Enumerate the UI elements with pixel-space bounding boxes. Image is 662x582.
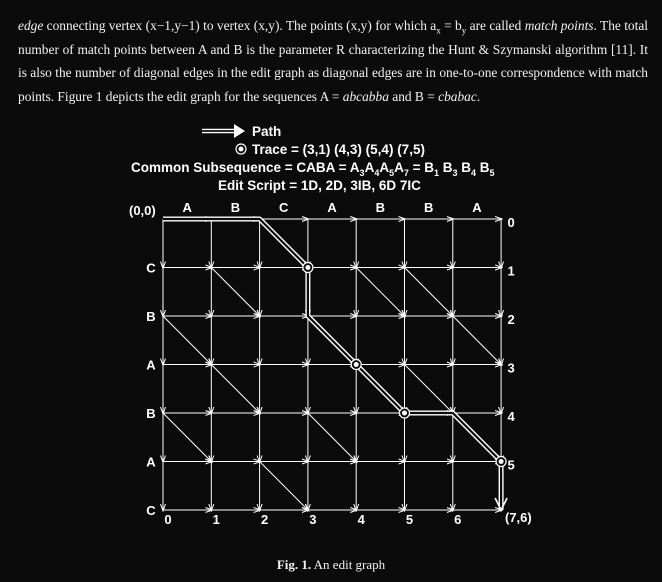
- left-sequence-letter: C: [146, 503, 156, 518]
- diagonal-edge: [356, 268, 404, 317]
- edit-graph-grid: [163, 219, 501, 510]
- diagonal-edge: [405, 268, 453, 317]
- diagonal-edge: [163, 413, 211, 462]
- x-index-label: 4: [357, 512, 365, 527]
- top-sequence-letter: A: [327, 200, 337, 215]
- trace-legend-icon: [236, 144, 246, 154]
- top-sequence-letter: B: [423, 200, 434, 215]
- diagonal-edge: [211, 268, 259, 317]
- y-index-label: 1: [507, 263, 515, 279]
- top-sequence-letter: A: [472, 200, 482, 215]
- x-index-label: 5: [405, 512, 414, 527]
- left-sequence-letter: A: [146, 454, 156, 470]
- top-sequence-letter: A: [182, 200, 192, 215]
- origin-label: (0,0): [129, 203, 156, 218]
- trace-point-dot: [402, 411, 407, 416]
- diagonal-edge: [163, 316, 211, 365]
- legend: [131, 124, 495, 193]
- axis-labels: [146, 200, 515, 527]
- legend-common-subsequence: Common Subsequence = CABA = $A_3A_4A_5A_7 = B_1$ $B_3$ $B_4$ $B_5$: [131, 160, 495, 178]
- legend-edit-script: Edit Script = 1D, 2D, 3IB, 6D 7IC: [218, 178, 421, 193]
- top-sequence-letter: C: [279, 200, 289, 215]
- x-index-label: 1: [212, 512, 220, 527]
- y-index-label: 0: [507, 215, 515, 230]
- trace-point-dot: [305, 265, 310, 270]
- legend-path-label: Path: [252, 124, 282, 139]
- top-sequence-letter: B: [230, 200, 241, 215]
- x-index-label: 0: [164, 512, 172, 527]
- path-legend-arrow-icon: [202, 124, 245, 138]
- y-index-label: 2: [507, 312, 515, 327]
- top-sequence-letter: B: [375, 200, 386, 215]
- x-index-label: 3: [309, 512, 317, 527]
- left-sequence-letter: B: [146, 309, 156, 324]
- diagonal-edge: [308, 413, 356, 462]
- left-sequence-letter: A: [146, 357, 156, 373]
- diagonal-edge: [211, 365, 259, 414]
- end-label: (7,6): [505, 510, 532, 525]
- diagonal-edge: [405, 365, 453, 414]
- figure-caption: Fig. 1. An edit graph: [276, 557, 386, 572]
- x-index-label: 6: [454, 512, 462, 527]
- trace-point-dot: [499, 459, 504, 464]
- x-index-label: 2: [260, 512, 269, 527]
- diagonal-edge: [453, 316, 501, 365]
- trace-point-dot: [354, 362, 359, 367]
- diagonal-edge: [260, 462, 308, 511]
- y-index-label: 5: [507, 457, 515, 473]
- legend-trace-text: Trace = (3,1) (4,3) (5,4) (7,5): [252, 142, 425, 157]
- body-paragraph: edge connecting vertex (x−1,y−1) to vertex (x,y). The points (x,y) for which $a_x = b_y$ are called match points. The total number of match points between A and B is the parameter R characterizing the Hunt & Szymanski algorithm [11]. It is also the number of diagonal edges in the edit graph as diagonal edges are in one-to-one correspondence with match points. Figure 1 depicts the edit graph for the sequences A = abcabba and B = cbabac.: [18, 18, 649, 104]
- left-sequence-letter: C: [146, 260, 156, 276]
- y-index-label: 3: [507, 360, 515, 376]
- y-index-label: 4: [507, 409, 515, 424]
- left-sequence-letter: B: [146, 406, 156, 421]
